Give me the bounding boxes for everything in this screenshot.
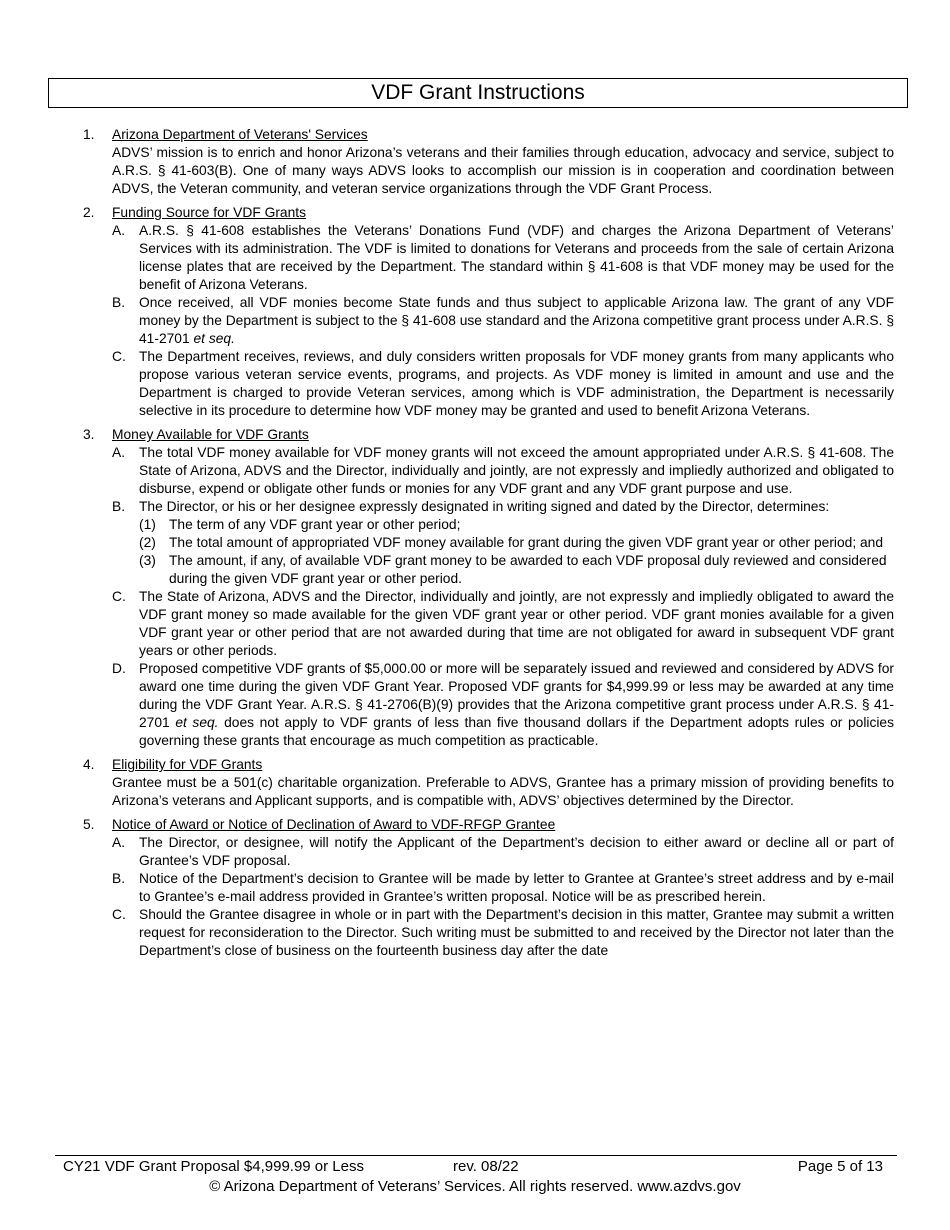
- subsection-text: The Director, or his or her designee expressly designated in writing signed and dated by the Director, determines:: [139, 499, 830, 514]
- section-number: 2.: [83, 205, 95, 220]
- subsection-letter: C.: [112, 907, 126, 922]
- subsection-text: Once received, all VDF monies become State funds and thus subject to applicable Arizona law. The grant of any VDF money by the Department is subject to the § 41-608 use standard and the Arizona competitive grant process under A.R.S. § 41-2701: [139, 295, 894, 346]
- subsection-3a: [112, 444, 894, 498]
- subsection-3c: [112, 588, 894, 660]
- item-number: (3): [139, 553, 156, 568]
- section-number: 5.: [83, 817, 95, 832]
- section-heading: Notice of Award or Notice of Declination of Award to VDF-RFGP Grantee: [112, 817, 556, 832]
- footer-document-name: CY21 VDF Grant Proposal $4,999.99 or Less: [63, 1158, 364, 1175]
- page-title: VDF Grant Instructions: [48, 78, 908, 108]
- footer-revision: rev. 08/22: [453, 1158, 519, 1175]
- subsection-letter: A.: [112, 223, 126, 238]
- subsection-5c: [112, 906, 894, 960]
- subsection-text-continued: does not apply to VDF grants of less than five thousand dollars if the Department adopts rules or policies governing these grants that encourage as much competition as practicable.: [139, 715, 894, 748]
- section-number: 4.: [83, 757, 95, 772]
- subsection-letter: B.: [112, 871, 126, 886]
- subsection-text: The Director, or designee, will notify the Applicant of the Department’s decision to either award or decline all or part of Grantee’s VDF proposal.: [139, 835, 894, 868]
- subsection-letter: B.: [112, 499, 126, 514]
- item-text: The amount, if any, of available VDF grant money to be awarded to each VDF proposal duly reviewed and considered during the given VDF grant year or other period.: [169, 553, 887, 586]
- subsection-text: Should the Grantee disagree in whole or in part with the Department’s decision in this matter, Grantee may submit a written request for reconsideration to the Director. Such writing must be submitted to and received by the Director not later than the Department’s close of business on the fourteenth business day after the date: [139, 907, 894, 958]
- footer: [63, 1157, 883, 1177]
- item-number: (2): [139, 535, 156, 550]
- subsection-text: The Department receives, reviews, and duly considers written proposals for VDF money grants from many applicants who propose various veteran service events, programs, and projects. As VDF money is limited in amount and use and the Department is charged to provide Veteran services, among which is VDF administration, the Department is necessarily selective in its procedure to determine how VDF money may be granted and used to benefit Arizona Veterans.: [139, 349, 894, 418]
- item-number: (1): [139, 517, 156, 532]
- footer-copyright: © Arizona Department of Veterans’ Services. All rights reserved. www.azdvs.gov: [209, 1178, 741, 1195]
- subsection-text: The State of Arizona, ADVS and the Director, individually and jointly, are not expressly and impliedly obligated to award the VDF grant money so made available for the given VDF grant year or other period. VDF grant monies available for a given VDF grant year or other period that are not awarded during that time are not obligated for award in subsequent VDF grant years or other periods.: [139, 589, 894, 658]
- subsection-2c: [112, 348, 894, 420]
- subsection-text: Notice of the Department’s decision to Grantee will be made by letter to Grantee at Grantee’s street address and by e-mail to Grantee’s e-mail address provided in Grantee’s written proposal. Notice will be as prescribed herein.: [139, 871, 894, 904]
- subsection-letter: C.: [112, 349, 126, 364]
- subsection-2a: [112, 222, 894, 294]
- section-heading: Eligibility for VDF Grants: [112, 757, 263, 772]
- subsection-letter: A.: [112, 445, 126, 460]
- section-number: 1.: [83, 127, 95, 142]
- footer-divider: [55, 1155, 897, 1156]
- italic-et-seq: et seq.: [175, 715, 219, 730]
- subsection-3b: [112, 498, 894, 588]
- footer-page-number: Page 5 of 13: [797, 1158, 883, 1175]
- list-item-2: [139, 534, 894, 552]
- subsection-letter: A.: [112, 835, 126, 850]
- subsection-5b: [112, 870, 894, 906]
- item-text: The total amount of appropriated VDF money available for grant during the given VDF grant year or other period; and: [169, 535, 884, 550]
- subsection-text: A.R.S. § 41-608 establishes the Veterans’ Donations Fund (VDF) and charges the Arizona Department of Veterans’ Services with its administration. The VDF is limited to donations for Veterans and proceeds from the sale of certain Arizona license plates that are received by the Department. The standard within § 41-608 is that VDF money may be used for the benefit of Arizona Veterans.: [139, 223, 894, 292]
- subsection-5a: [112, 834, 894, 870]
- section-heading: Funding Source for VDF Grants: [112, 205, 307, 220]
- section-number: 3.: [83, 427, 95, 442]
- item-text: The term of any VDF grant year or other period;: [169, 517, 461, 532]
- section-5: [80, 816, 894, 960]
- section-1: [80, 126, 894, 198]
- subsection-text: Proposed competitive VDF grants of $5,000.00 or more will be separately issued and reviewed and considered by ADVS for award one time during the given VDF Grant Year. Proposed VDF grants for $4,999.99 or less may be awarded at any time during the VDF Grant Year. A.R.S. § 41-2706(B)(9) provides that the Arizona competitive grant process under A.R.S. § 41-2701: [139, 661, 894, 730]
- subsection-text: The total VDF money available for VDF money grants will not exceed the amount appropriated under A.R.S. § 41-608. The State of Arizona, ADVS and the Director, individually and jointly, are not expressly and impliedly authorized and obligated to disburse, expend or obligate other funds or monies for any VDF grant and any VDF grant purpose and use.: [139, 445, 894, 496]
- instructions-body: [80, 126, 894, 966]
- section-text: ADVS’ mission is to enrich and honor Arizona’s veterans and their families through education, advocacy and service, subject to A.R.S. § 41-603(B). One of many ways ADVS looks to accomplish our mission is in cooperation and coordination between ADVS, the Veteran community, and veteran service organizations through the VDF Grant Process.: [112, 145, 894, 196]
- section-2: [80, 204, 894, 420]
- subsection-3d: [112, 660, 894, 750]
- italic-et-seq: et seq.: [193, 331, 235, 346]
- section-heading: Money Available for VDF Grants: [112, 427, 309, 442]
- list-item-3: [139, 552, 894, 588]
- section-text: Grantee must be a 501(c) charitable organization. Preferable to ADVS, Grantee has a primary mission of providing benefits to Arizona’s veterans and Applicant supports, and is compatible with, ADVS’ objectives determined by the Director.: [112, 775, 894, 808]
- subsection-letter: B.: [112, 295, 126, 310]
- section-4: [80, 756, 894, 810]
- subsection-2b: [112, 294, 894, 348]
- list-item-1: [139, 516, 894, 534]
- section-heading: Arizona Department of Veterans' Services: [112, 127, 368, 142]
- subsection-letter: D.: [112, 661, 126, 676]
- section-3: [80, 426, 894, 750]
- subsection-letter: C.: [112, 589, 126, 604]
